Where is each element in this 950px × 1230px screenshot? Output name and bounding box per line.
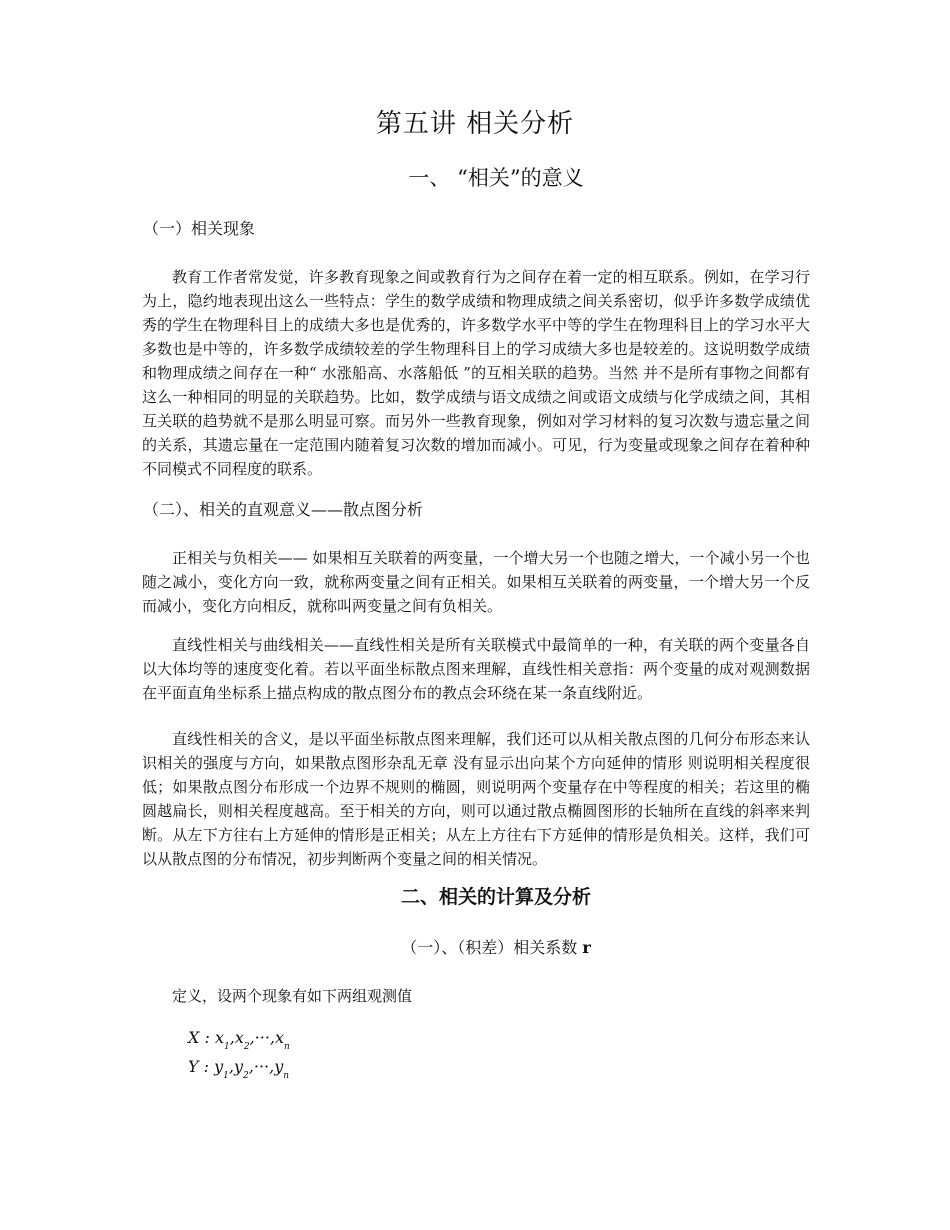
math-subscript: n [283, 1071, 290, 1081]
paragraph-correlation-phenomenon: 教育工作者常发觉，许多教育现象之间或教育行为之间存在着一定的相互联系。例如，在学习行为上，隐约地表现出这么一些特点：学生的数学成绩和物理成绩之间关系密切，似乎许多数学成绩优秀的学生在物理科目上的成绩大多也是优秀的，许多数学水平中等的学生在物理科目上的学习水平大多数也是中等的，许多数学成绩较差的学生物理科目上的学习成绩大多也是较差的。这说明数学成绩和物理成绩之间存在一种“ 水涨船高、水落船低 ”的互相关联的趋势。当然 并不是所有事物之间都有这么一种相同的明显的关联趋势。比如，数学成绩与语文成绩之间或语文成绩与化学成绩之间，其相互关联的趋势就不是那么明显可察。而另外一些教育现象，例如对学习材料的复习次数与遗忘量之间的关系，其遗忘量在一定范围内随着复习次数的增加而减小。可见，行为变量或现象之间存在着种种不同模式不同程度的联系。 [142, 268, 810, 478]
section-2-subheading [0, 935, 950, 958]
section-2-heading: 二、相关的计算及分析 [400, 886, 591, 908]
coefficient-symbol: r [582, 938, 591, 957]
math-sep: : [199, 1028, 215, 1047]
section-1-heading: 一、 “相关”的意义 [408, 166, 584, 190]
subsection-1-heading: （一）相关现象 [143, 219, 256, 238]
definition-text: 定义，设两个现象有如下两组观测值 [172, 987, 413, 1005]
math-subscript: 2 [243, 1071, 249, 1081]
math-term: y [214, 1057, 224, 1076]
math-term: x [275, 1028, 285, 1047]
math-term: x [214, 1028, 224, 1047]
math-subscript: 1 [223, 1042, 230, 1052]
paragraph-linear-meaning: 直线性相关的含义，是以平面坐标散点图来理解，我们还可以从相关散点图的几何分布形态来认识相关的强度与方向，如果散点图形杂乱无章 没有显示出向某个方向延伸的情形 则说明相关程度很低；如果散点图分布形成一个边界不规则的椭圆，则说明两个变量存在中等程度的相关；若这里的椭圆越扁长，则相关程度越高。至于相关的方向，则可以通过散点椭圆图形的长轴所在直线的斜率来判断。从左下方往右上方延伸的情形是正相关；从左上方往右下方延伸的情形是负相关。这样，我们可以从散点图的分布情况，初步判断两个变量之间的相关情况。 [142, 730, 810, 868]
math-term: y [274, 1057, 284, 1076]
math-row-x: X : $x_1,x_2,\cdot\cdot\cdot,x_n$ [188, 1028, 290, 1052]
subsection-2-heading: （二）、相关的直观意义——散点图分析 [143, 500, 424, 519]
math-var: Y [188, 1057, 199, 1076]
subheading-text: （一）、（积差）相关系数 [401, 938, 583, 957]
math-subscript: 2 [243, 1042, 250, 1052]
math-var: X [188, 1028, 200, 1047]
page-title: 第五讲 相关分析 [375, 109, 575, 139]
math-term: x [234, 1028, 244, 1047]
math-row-y: Y : $y_1,y_2,\cdot\cdot\cdot,y_n$ [188, 1057, 290, 1081]
math-sep: : [198, 1057, 215, 1076]
math-subscript: 1 [223, 1071, 229, 1081]
math-dots: ,···, [248, 1057, 275, 1076]
math-subscript: n [284, 1042, 290, 1052]
math-dots: ,···, [249, 1028, 276, 1047]
math-term: y [234, 1057, 244, 1076]
paragraph-positive-negative: 正相关与负相关—— 如果相互关联着的两变量，一个增大另一个也随之增大，一个减小另一个也随之减小，变化方向一致，就称两变量之间有正相关。如果相互关联着的两变量，一个增大另一个反而减小，变化方向相反，就称叫两变量之间有负相关。 [142, 549, 810, 615]
paragraph-linear-curve: 直线性相关与曲线相关——直线性相关是所有关联模式中最简单的一种，有关联的两个变量各自以大体均等的速度变化着。若以平面坐标散点图来理解，直线性相关意指：两个变量的成对观测数据在平面直角坐标系上描点构成的散点图分布的教点会环绕在某一条直线附近。 [142, 636, 810, 702]
